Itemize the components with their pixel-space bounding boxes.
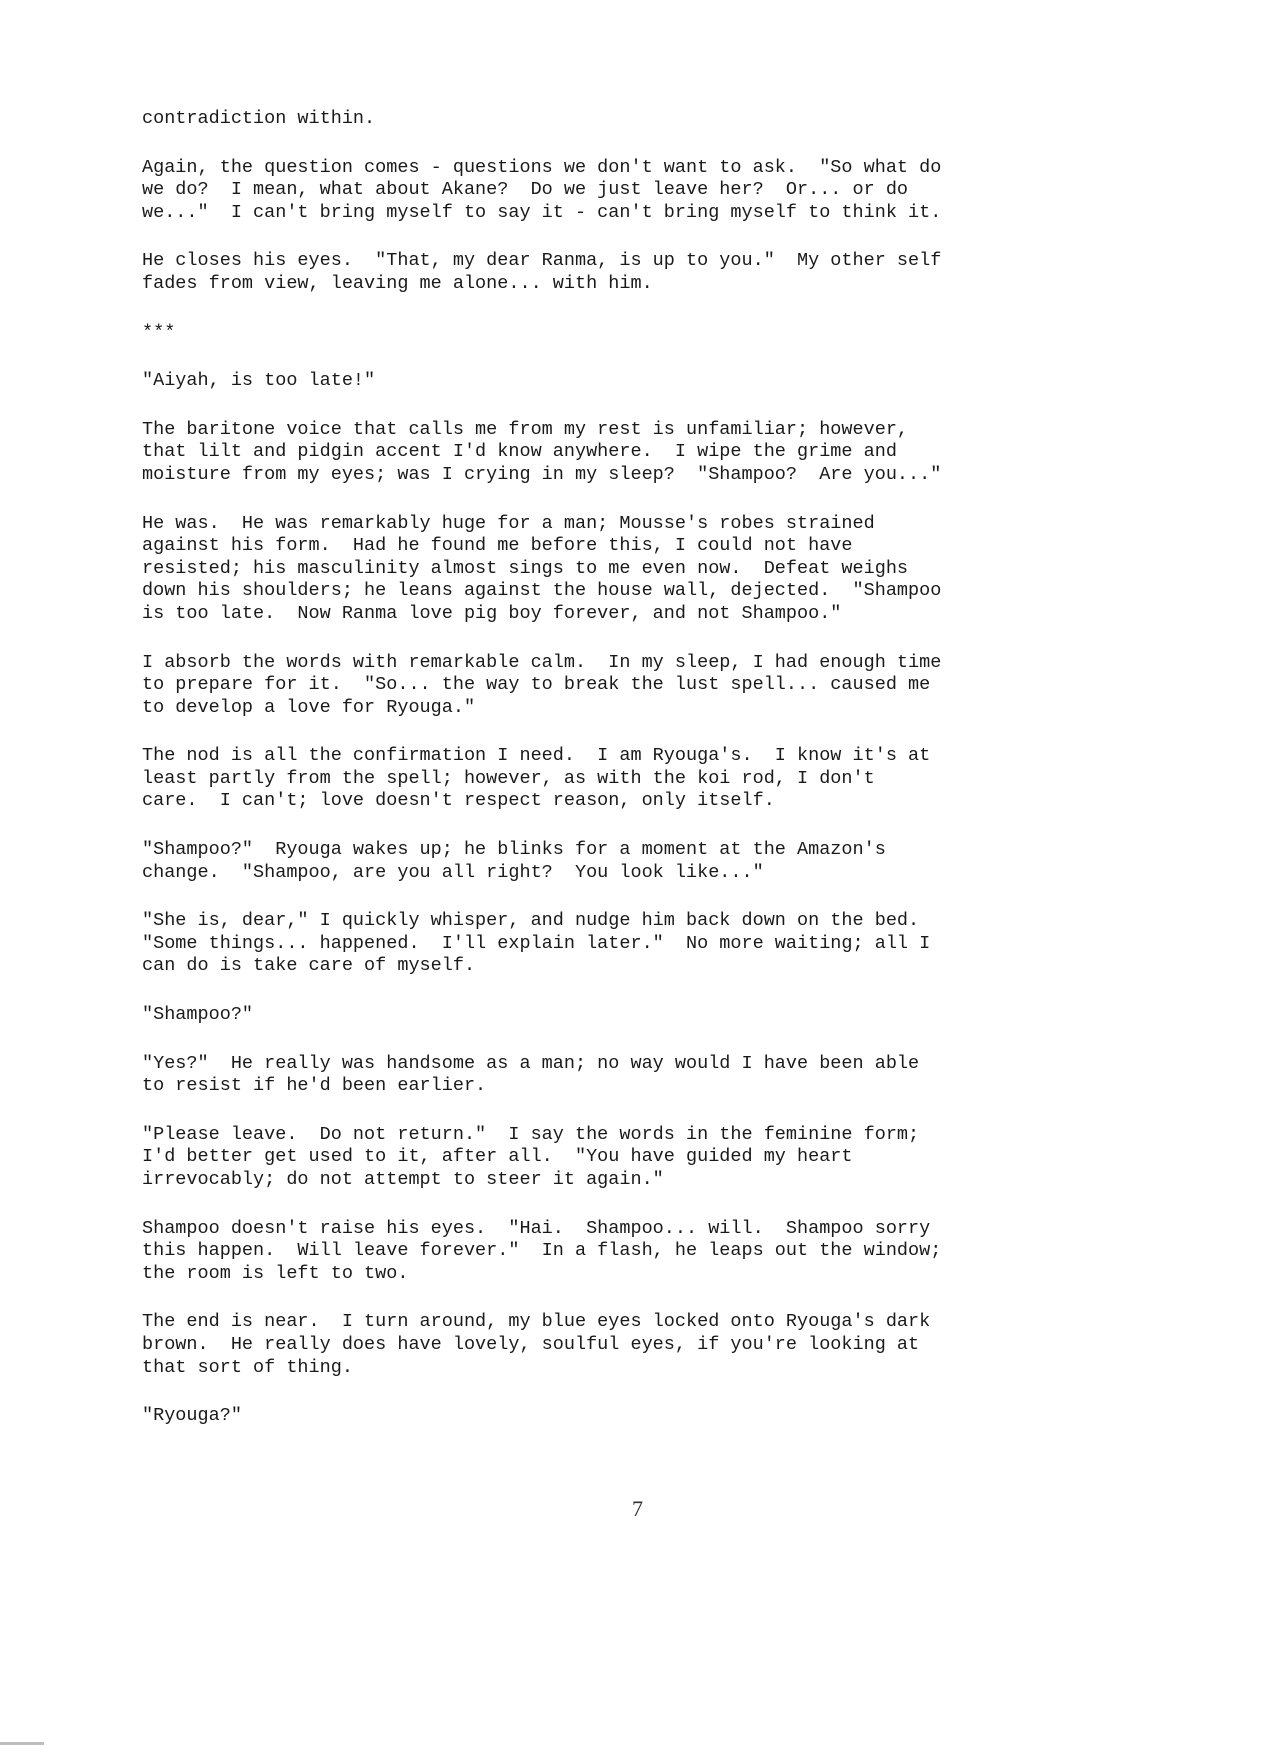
paragraph: "Shampoo?" — [142, 1004, 254, 1026]
paragraph: Again, the question comes - questions we don't want to ask. "So what do we do? I mean, what about Akane? Do we just leave her? Or... or do we..." I can't bring myself to say it - can't bring myself to think it. — [142, 156, 942, 223]
paragraph: The end is near. I turn around, my blue eyes locked onto Ryouga's dark brown. He really does have lovely, soulful eyes, if you're looking at that sort of thing. — [142, 1311, 931, 1378]
paragraph: Shampoo doesn't raise his eyes. "Hai. Shampoo... will. Shampoo sorry this happen. Will leave forever." In a flash, he leaps out the window; the room is left to two. — [142, 1217, 942, 1284]
paragraph: "Aiyah, is too late!" — [142, 370, 376, 392]
paragraph: "Ryouga?" — [142, 1405, 242, 1427]
scan-edge-mark — [0, 1742, 44, 1745]
paragraph: "She is, dear," I quickly whisper, and nudge him back down on the bed. "Some things... happened. I'll explain later." No more waiting; all I can do is take care of myself. — [142, 910, 931, 977]
paragraph: He was. He was remarkably huge for a man; Mousse's robes strained against his form. Had he found me before this, I could not have resisted; his masculinity almost sings to me even now. Defeat weighs down his shoulders; he leans against the house wall, dejected. "Shampoo is too late. Now Ranma love pig boy forever, and not Shampoo." — [142, 512, 942, 624]
paragraph: I absorb the words with remarkable calm. In my sleep, I had enough time to prepare for it. "So... the way to break the lust spell... caused me to develop a love for Ryouga." — [142, 651, 942, 718]
scene-break: *** — [142, 321, 176, 343]
paragraph: The nod is all the confirmation I need. I am Ryouga's. I know it's at least partly from the spell; however, as with the koi rod, I don't care. I can't; love doesn't respect reason, only itself. — [142, 745, 931, 812]
paragraph: contradiction within. — [142, 108, 376, 129]
paragraph: "Yes?" He really was handsome as a man; no way would I have been able to resist if he'd been earlier. — [142, 1052, 920, 1097]
paragraph: "Please leave. Do not return." I say the words in the feminine form; I'd better get used to it, after all. "You have guided my heart irrevocably; do not attempt to steer it again." — [142, 1123, 920, 1190]
paragraph: He closes his eyes. "That, my dear Ranma, is up to you." My other self fades from view, leaving me alone... with him. — [142, 250, 942, 294]
paragraph: The baritone voice that calls me from my rest is unfamiliar; however, that lilt and pidgin accent I'd know anywhere. I wipe the grime and moisture from my eyes; was I crying in my sleep? "Shampoo? Are you..." — [142, 418, 942, 485]
paragraph: "Shampoo?" Ryouga wakes up; he blinks for a moment at the Amazon's change. "Shampoo, are you all right? You look like..." — [142, 839, 886, 883]
page-number: 7 — [632, 1496, 643, 1521]
body-text — [142, 108, 1082, 1454]
